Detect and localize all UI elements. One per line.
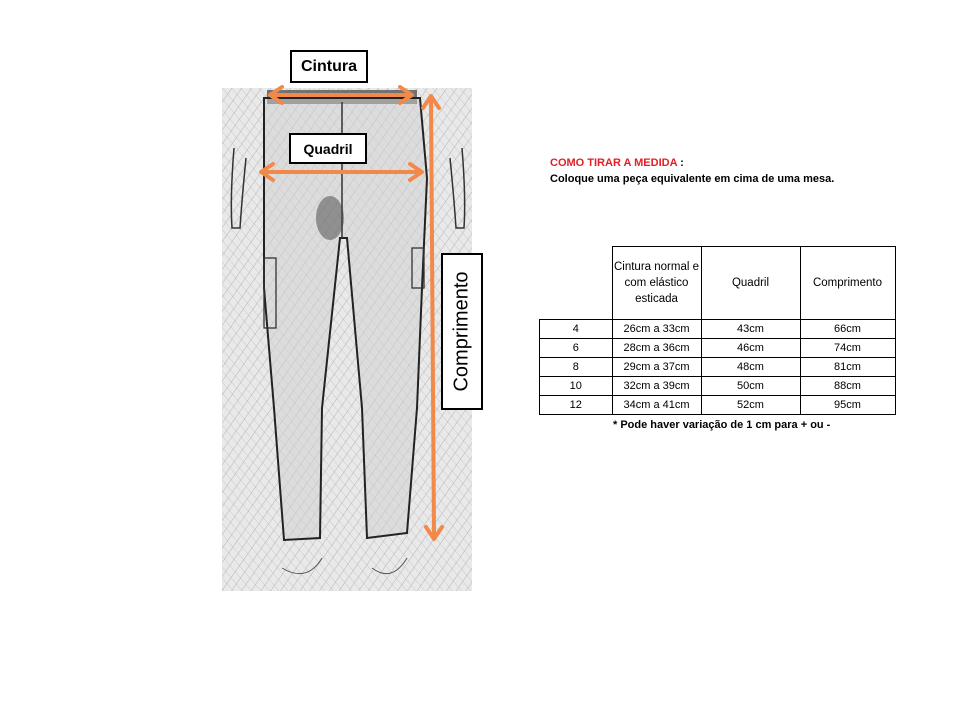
length-label <box>441 253 483 410</box>
table-cell: 46cm <box>701 339 800 358</box>
table-cell: 48cm <box>701 358 800 377</box>
table-header-cell: Comprimento <box>800 247 895 320</box>
table-header-row <box>540 247 896 320</box>
table-row <box>540 320 896 339</box>
instructions-text: Coloque uma peça equivalente em cima de uma mesa. <box>550 173 835 185</box>
table-cell: 43cm <box>701 320 800 339</box>
table-cell: 8 <box>540 358 613 377</box>
table-header-cell: Quadril <box>701 247 800 320</box>
table-header-cell <box>540 247 613 320</box>
length-label-text: Comprimento <box>450 271 473 392</box>
table-cell: 26cm a 33cm <box>612 320 701 339</box>
hip-label <box>289 133 367 164</box>
table-cell: 81cm <box>800 358 895 377</box>
table-cell: 52cm <box>701 396 800 415</box>
table-cell: 34cm a 41cm <box>612 396 701 415</box>
table-cell: 32cm a 39cm <box>612 377 701 396</box>
instructions-heading: COMO TIRAR A MEDIDA : <box>550 157 684 169</box>
table-cell: 10 <box>540 377 613 396</box>
waist-label-text: Cintura <box>301 57 357 75</box>
table-cell: 29cm a 37cm <box>612 358 701 377</box>
table-cell: 50cm <box>701 377 800 396</box>
table-row <box>540 377 896 396</box>
measurement-instructions <box>550 155 834 187</box>
waist-label <box>290 50 368 83</box>
length-arrow <box>431 98 434 537</box>
size-table <box>539 246 896 415</box>
table-row <box>540 339 896 358</box>
table-row <box>540 358 896 377</box>
table-cell: 4 <box>540 320 613 339</box>
table-cell: 66cm <box>800 320 895 339</box>
table-cell: 6 <box>540 339 613 358</box>
table-cell: 74cm <box>800 339 895 358</box>
table-cell: 88cm <box>800 377 895 396</box>
hip-label-text: Quadril <box>303 140 353 157</box>
table-cell: 12 <box>540 396 613 415</box>
table-row <box>540 396 896 415</box>
table-header-cell: Cintura normal e com elástico esticada <box>612 247 701 320</box>
table-cell: 95cm <box>800 396 895 415</box>
table-cell: 28cm a 36cm <box>612 339 701 358</box>
variation-note: * Pode haver variação de 1 cm para + ou - <box>613 419 831 431</box>
